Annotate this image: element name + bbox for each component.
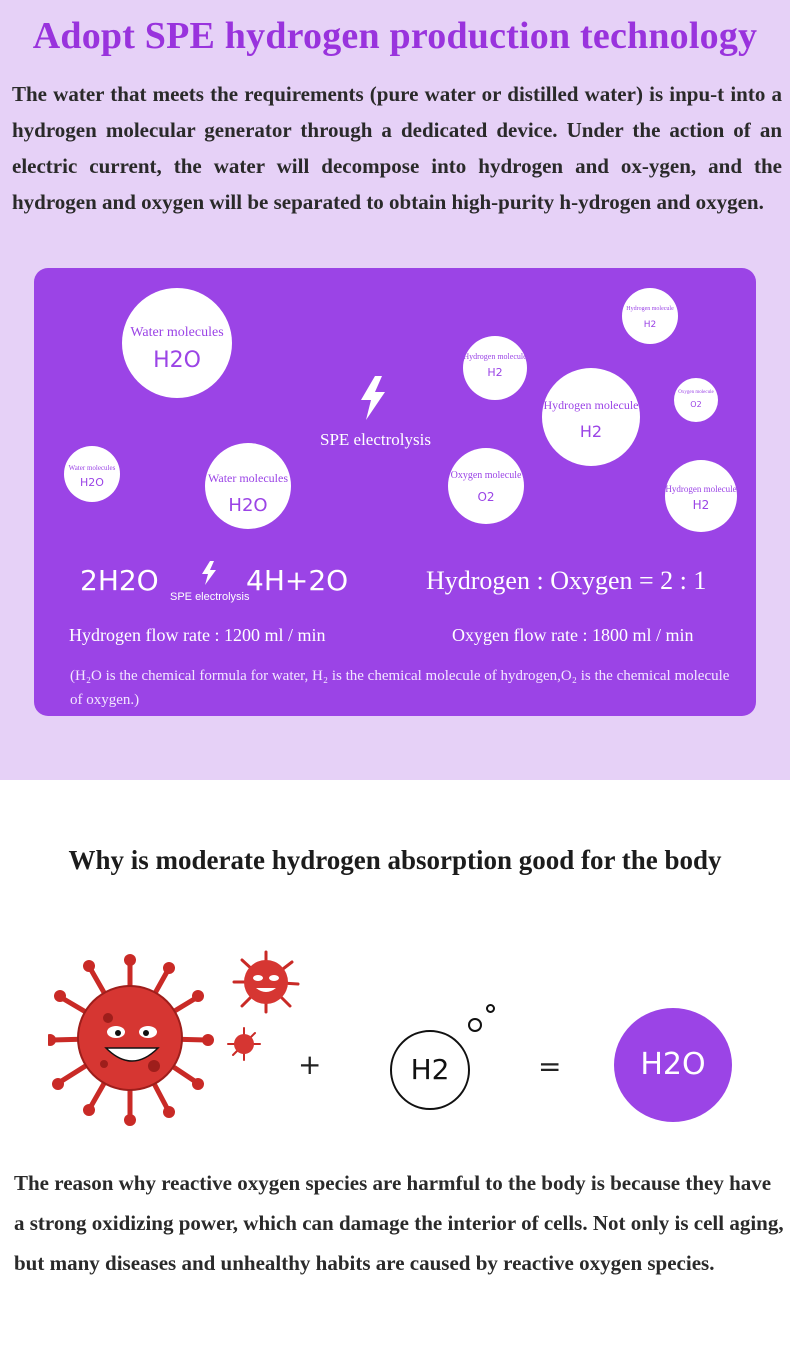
bubble-label: Oxygen molecule (678, 390, 714, 395)
bubble-label: Water molecules (68, 464, 116, 472)
hydrogen-molecule-bubble-top (622, 288, 678, 344)
water-molecule-circle: H2O (614, 1008, 732, 1122)
equation-left: 2H2O (80, 564, 159, 597)
bubble-label: Oxygen molecule (450, 470, 522, 481)
equation-condition: SPE electrolysis (170, 591, 250, 603)
bubble-label: Hydrogen molecule (543, 398, 639, 412)
bubble-formula: H2 (487, 366, 503, 379)
hydrogen-molecule-circle: H2 (390, 1030, 470, 1110)
hydrogen-oxygen-ratio: Hydrogen : Oxygen = 2 : 1 (426, 566, 707, 595)
reactive-oxygen-paragraph: The reason why reactive oxygen species are harmful to the body is because they have a strong oxidizing power, which can damage the interior of cells. Not only is cell aging, but many diseases and unhealthy habits are caused by reactive oxygen species. (14, 1171, 784, 1275)
page-title: Adopt SPE hydrogen production technology (32, 15, 758, 57)
oxygen-molecule-bubble-small (674, 378, 718, 422)
section-title: Why is moderate hydrogen absorption good for the body (68, 845, 722, 875)
bubble-formula: H2 (579, 422, 603, 441)
spe-electrolysis-label: SPE electrolysis (320, 430, 431, 449)
bubble-formula: H2O (80, 476, 104, 489)
oxygen-flow-rate: Oxygen flow rate : 1800 ml / min (452, 625, 694, 645)
bubble-ring (468, 1018, 482, 1032)
bubble-label: Hydrogen molecule (626, 306, 674, 312)
bubble-formula: H2O (153, 348, 201, 373)
bubble-label: Water molecules (208, 471, 288, 485)
hydrogen-molecule-bubble-right (665, 460, 737, 532)
hydrogen-molecule-bubble (463, 336, 527, 400)
water-molecule-bubble-small (64, 446, 120, 502)
equals-sign: = (538, 1050, 562, 1083)
water-molecule-bubble-medium (205, 443, 291, 529)
hydrogen-flow-rate: Hydrogen flow rate : 1200 ml / min (69, 625, 326, 645)
bubble-label: Water molecules (130, 325, 224, 340)
bubble-label: Hydrogen molecule (665, 484, 737, 494)
bubble-formula: H2 (692, 498, 710, 512)
plus-sign: + (298, 1048, 322, 1081)
lightning-icon (358, 374, 388, 422)
bubble-formula: H2O (228, 495, 268, 516)
equation-right: 4H+2O (246, 564, 349, 597)
bubble-formula: O2 (690, 400, 702, 409)
water-molecule-bubble-large (122, 288, 232, 398)
bubble-formula: O2 (477, 490, 495, 504)
electrolysis-panel (34, 268, 756, 716)
lightning-icon (200, 560, 218, 586)
oxygen-molecule-bubble (448, 448, 524, 524)
intro-paragraph: The water that meets the requirements (pure water or distilled water) is inpu-t into a hydrogen molecular generator through a dedicated device. Under the action of an electric current, the water will decompose into hydrogen and ox-ygen, and the hydrogen and oxygen will be separated to obtain high-purity h-ydrogen and oxygen. (12, 82, 782, 214)
virus-icon (48, 948, 310, 1138)
formula-note: (H₂O is the chemical formula for water, H₂ is the chemical molecule of hydrogen,O₂ is the chemical molecule of oxygen.) (70, 668, 730, 708)
hydrogen-molecule-bubble-large (542, 368, 640, 466)
bubble-ring (486, 1004, 495, 1013)
bubble-label: Hydrogen molecule (463, 352, 527, 361)
bubble-formula: H2 (643, 320, 657, 330)
